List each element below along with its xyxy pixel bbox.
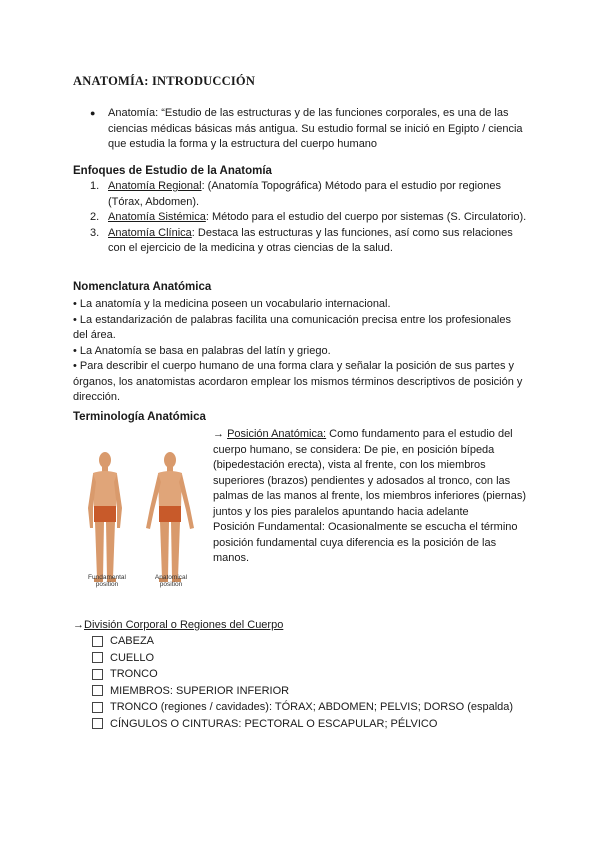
posicion-fundamental: Posición Fundamental: Ocasionalmente se escucha el término posición fundamental cuya diferencia es la posición de las manos.: [213, 521, 518, 564]
term-description: : Destaca las estructuras y las funciones, así como sus relaciones con el ejercicio de la medicina y otras ciencias de la salud.: [108, 226, 513, 254]
checklist-item[interactable]: [92, 683, 513, 700]
enfoques-list: [90, 179, 530, 257]
checklist-item[interactable]: [92, 716, 513, 733]
posicion-description: Como fundamento para el estudio del cuerpo humano, se considera: De pie, en posición bípeda (bipedestación erecta), vista al frente, con los miembros superiores (brazos) pendientes y adosados al tronco, con las palmas de las manos al frente, los miembros inferiores (piernas) juntos y los pies paralelos apuntando hacia adelante: [213, 428, 527, 518]
checklist-label: CABEZA: [110, 635, 155, 647]
list-number: 2.: [90, 211, 100, 223]
intro-bullet: [90, 106, 530, 153]
list-number: 3.: [90, 226, 100, 239]
checklist-item[interactable]: [92, 666, 513, 683]
list-item: [90, 226, 530, 257]
term-clinica: Anatomía Clínica: [108, 226, 192, 239]
intro-text: Anatomía: “Estudio de las estructuras y de las funciones corporales, es una de las ciencias médicas básicas más antigua. Su estudio formal se inició en Egipto / ciencia que estudia la forma y la estructura del cuerpo humano: [108, 107, 523, 150]
checklist-label: TRONCO (regiones / cavidades): TÓRAX; ABDOMEN; PELVIS; DORSO (espalda): [110, 701, 514, 713]
term-sistemica: Anatomía Sistémica: [108, 211, 206, 223]
page-title: ANATOMÍA: INTRODUCCIÓN: [73, 74, 256, 88]
checklist-item[interactable]: [92, 699, 513, 716]
fundamental-position-figure: [88, 452, 122, 582]
nomenclatura-body: [73, 297, 528, 406]
list-item: [90, 179, 530, 210]
bullet-dot: ●: [90, 108, 96, 118]
checklist-item[interactable]: [92, 650, 513, 667]
enfoques-heading: Enfoques de Estudio de la Anatomía: [73, 165, 272, 177]
checkbox[interactable]: [92, 652, 103, 663]
list-number: 1.: [90, 180, 100, 192]
anatomical-position-figure: [146, 452, 194, 582]
list-item: [90, 210, 530, 226]
checklist-label: TRONCO: [110, 668, 158, 680]
checklist-label: CÍNGULOS O CINTURAS: PECTORAL O ESCAPULAR; PÉLVICO: [110, 717, 438, 730]
checkbox[interactable]: [92, 685, 103, 696]
checklist-item[interactable]: [92, 633, 513, 650]
nomenclatura-line: • La estandarización de palabras facilita una comunicación precisa entre los profesionales del área.: [73, 313, 511, 341]
nomenclatura-line: • La Anatomía se basa en palabras del latín y griego.: [73, 344, 331, 357]
checklist-label: CUELLO: [110, 651, 155, 664]
checkbox[interactable]: [92, 669, 103, 680]
fundamental-caption: Fundamental position: [88, 574, 126, 588]
checkbox[interactable]: [92, 636, 103, 647]
term-description: : (Anatomía Topográfica) Método para el estudio por regiones (Tórax, Abdomen).: [108, 180, 501, 208]
term-description: : Método para el estudio del cuerpo por sistemas (S. Circulatorio).: [205, 211, 527, 223]
nomenclatura-line: • Para describir el cuerpo humano de una forma clara y señalar la posición de sus partes y órganos, los anatomistas acordaron emplear los mismos términos descriptivos de posición y dirección.: [73, 360, 523, 403]
term-regional: Anatomía Regional: [108, 180, 202, 192]
anatomical-caption: Anatomical position: [154, 574, 188, 588]
checkbox[interactable]: [92, 718, 103, 729]
arrow-icon: →: [213, 428, 228, 440]
posicion-anatomica-text: [213, 427, 528, 567]
nomenclatura-heading: Nomenclatura Anatómica: [73, 281, 212, 293]
checklist-label: MIEMBROS: SUPERIOR INFERIOR: [110, 684, 290, 697]
nomenclatura-line: • La anatomía y la medicina poseen un vocabulario internacional.: [73, 298, 391, 310]
division-title: División Corporal o Regiones del Cuerpo: [84, 619, 284, 631]
division-heading: [73, 617, 283, 634]
division-checklist: [92, 633, 513, 732]
posicion-term: Posición Anatómica:: [227, 428, 327, 440]
arrow-icon: →: [73, 619, 84, 631]
anatomy-figure: [80, 448, 200, 596]
terminologia-heading: Terminología Anatómica: [73, 411, 206, 423]
checkbox[interactable]: [92, 702, 103, 713]
